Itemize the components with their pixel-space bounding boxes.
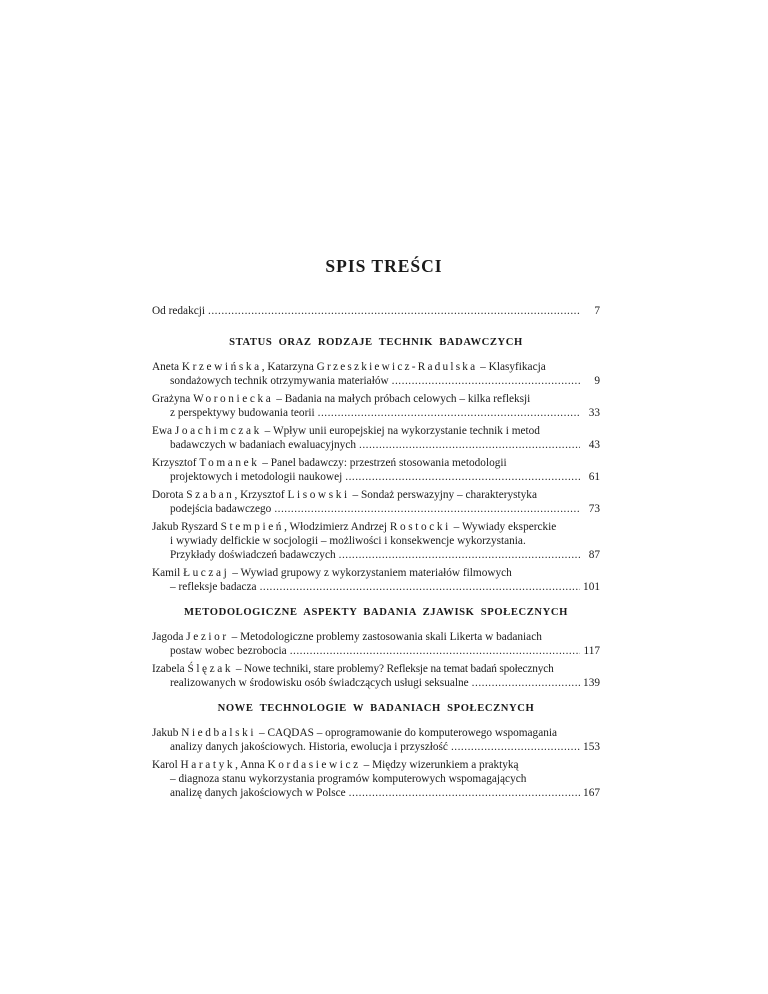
entry-title: – Klasyfikacja xyxy=(477,361,546,373)
page-number: 139 xyxy=(583,677,600,689)
leader-dots xyxy=(274,502,580,516)
entry-title: – Wpływ unii europejskiej na wykorzystanie technik i metod xyxy=(261,425,540,437)
author-first: Jakub xyxy=(152,727,182,739)
page-number: 43 xyxy=(588,439,600,451)
entry-title-cont: postaw wobec bezrobocia xyxy=(170,645,287,657)
author-surname: Grzeszkiewicz-Radulska xyxy=(316,361,478,373)
table-of-contents xyxy=(152,304,600,804)
entry-title-cont: realizowanych w środowisku osób świadczących usługi seksualne xyxy=(170,677,469,689)
author-sep: , Włodzimierz Andrzej xyxy=(284,521,390,533)
author-surname: Łuczaj xyxy=(183,567,230,579)
page-number: 33 xyxy=(588,407,600,419)
author-first: Jagoda xyxy=(152,631,187,643)
author-first: Grażyna xyxy=(152,393,194,405)
leader-dots xyxy=(318,406,580,420)
author-surname: Jezior xyxy=(186,631,229,643)
toc-entry[interactable] xyxy=(152,488,600,516)
leader-dots xyxy=(359,438,580,452)
entry-title: – Metodologiczne problemy zastosowania skali Likerta w badaniach xyxy=(228,631,542,643)
page-number: 167 xyxy=(583,787,600,799)
author-sep: , Katarzyna xyxy=(261,361,317,373)
author-surname: Rostocki xyxy=(389,521,451,533)
entry-title-cont: – refleksje badacza xyxy=(170,581,257,593)
toc-entry[interactable] xyxy=(152,758,600,800)
entry-title-cont: analizę danych jakościowych w Polsce xyxy=(170,787,346,799)
author-first: Aneta xyxy=(152,361,182,373)
leader-dots xyxy=(345,470,580,484)
author-first: Kamil xyxy=(152,567,184,579)
author-surname: Stempień xyxy=(220,521,285,533)
leader-dots xyxy=(290,644,580,658)
author-sep: , Anna xyxy=(235,759,268,771)
author-surname: Lisowski xyxy=(287,489,350,501)
page-number: 61 xyxy=(588,471,600,483)
leader-dots xyxy=(451,740,580,754)
toc-entry[interactable] xyxy=(152,392,600,420)
toc-entry-intro[interactable] xyxy=(152,304,600,318)
page-number: 117 xyxy=(583,645,600,657)
entry-title: – Wywiad grupowy z wykorzystaniem materiałów filmowych xyxy=(229,567,512,579)
toc-entry[interactable] xyxy=(152,360,600,388)
page-title: SPIS TREŚCI xyxy=(325,256,443,276)
entry-title: – CAQDAS – oprogramowanie do komputerowego wspomagania xyxy=(256,727,558,739)
leader-dots xyxy=(339,548,580,562)
entry-title-cont: Przykłady doświadczeń badawczych xyxy=(170,549,336,561)
toc-entry[interactable] xyxy=(152,726,600,754)
leader-dots xyxy=(349,786,580,800)
entry-title: – Sondaż perswazyjny – charakterystyka xyxy=(349,489,537,501)
entry-title: – Nowe techniki, stare problemy? Refleksje na temat badań społecznych xyxy=(233,663,554,675)
entry-title: – Wywiady eksperckie xyxy=(450,521,557,533)
section-heading: STATUS ORAZ RODZAJE TECHNIK BADAWCZYCH xyxy=(229,337,523,348)
entry-title: – Między wizerunkiem a praktyką xyxy=(360,759,519,771)
leader-dots xyxy=(260,580,580,594)
toc-entry[interactable] xyxy=(152,456,600,484)
entry-title-cont: i wywiady delfickie w socjologii – możliwości i konsekwencje wykorzystania. xyxy=(170,535,526,547)
author-first: Jakub Ryszard xyxy=(152,521,221,533)
author-first: Ewa xyxy=(152,425,175,437)
section-heading: METODOLOGICZNE ASPEKTY BADANIA ZJAWISK SPOŁECZNYCH xyxy=(183,607,568,618)
toc-entry[interactable] xyxy=(152,520,600,562)
leader-dots xyxy=(208,304,580,318)
entry-title-cont: sondażowych technik otrzymywania materiałów xyxy=(170,375,389,387)
page-number: 73 xyxy=(588,503,600,515)
page-number: 7 xyxy=(594,305,600,317)
page-number: 87 xyxy=(588,549,600,561)
page-number: 9 xyxy=(594,375,600,387)
leader-dots xyxy=(392,374,580,388)
author-surname: Haratyk xyxy=(180,759,236,771)
author-sep: , Krzysztof xyxy=(234,489,288,501)
author-surname: Joachimczak xyxy=(174,425,262,437)
author-surname: Niedbalski xyxy=(181,727,257,739)
page-number: 153 xyxy=(583,741,600,753)
author-surname: Kordasiewicz xyxy=(267,759,361,771)
toc-entry[interactable] xyxy=(152,662,600,690)
toc-entry[interactable] xyxy=(152,424,600,452)
leader-dots xyxy=(472,676,580,690)
entry-title-cont: badawczych w badaniach ewaluacyjnych xyxy=(170,439,356,451)
author-surname: Tomanek xyxy=(199,457,260,469)
entry-title-cont: z perspektywy budowania teorii xyxy=(170,407,315,419)
author-surname: Szaban xyxy=(186,489,235,501)
entry-title: – Panel badawczy: przestrzeń stosowania metodologii xyxy=(259,457,507,469)
entry-title-cont: projektowych i metodologii naukowej xyxy=(170,471,343,483)
toc-entry[interactable] xyxy=(152,566,600,594)
entry-title-cont: analizy danych jakościowych. Historia, ewolucja i przyszłość xyxy=(170,741,448,753)
section-heading: NOWE TECHNOLOGIE W BADANIACH SPOŁECZNYCH xyxy=(217,703,535,714)
entry-title: Od redakcji xyxy=(152,305,206,317)
author-first: Dorota xyxy=(152,489,187,501)
entry-title: – Badania na małych próbach celowych – kilka refleksji xyxy=(273,393,531,405)
author-first: Krzysztof xyxy=(152,457,200,469)
entry-title-cont: podejścia badawczego xyxy=(170,503,272,515)
page-number: 101 xyxy=(583,581,600,593)
author-first: Izabela xyxy=(152,663,188,675)
entry-title-cont: – diagnoza stanu wykorzystania programów komputerowych wspomagających xyxy=(170,773,527,785)
author-surname: Woroniecka xyxy=(193,393,274,405)
toc-entry[interactable] xyxy=(152,630,600,658)
author-surname: Krzewińska xyxy=(181,361,262,373)
author-surname: Ślęzak xyxy=(187,663,234,675)
author-first: Karol xyxy=(152,759,181,771)
